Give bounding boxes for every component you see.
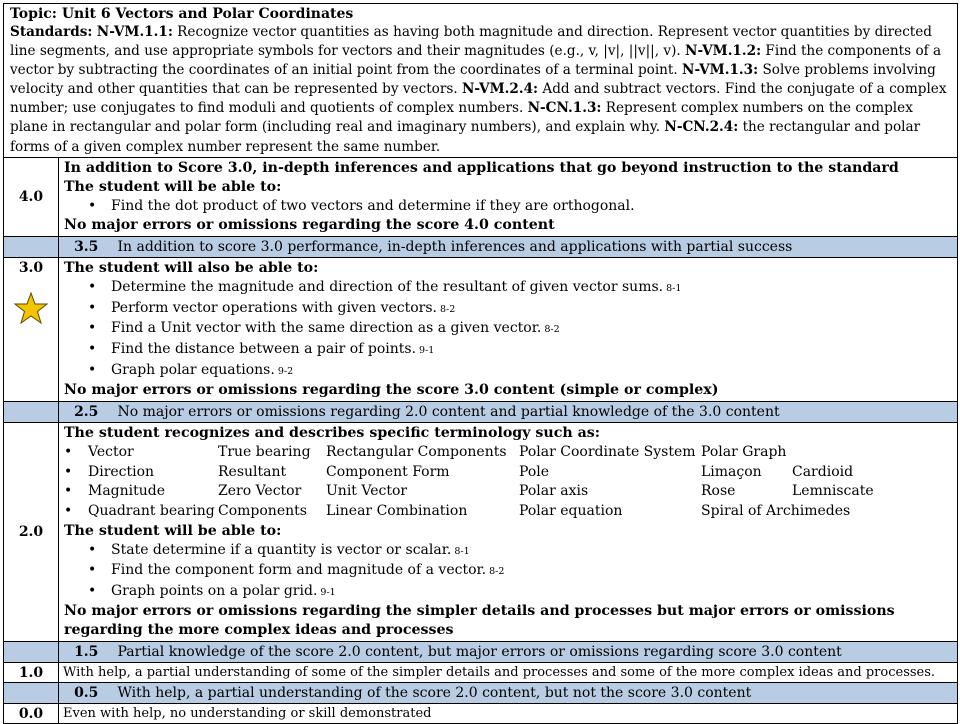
standard-code: N-CN.1.3: bbox=[527, 100, 602, 117]
list-item bbox=[88, 582, 952, 603]
term: True bearing bbox=[218, 444, 311, 461]
score-value: 3.0 bbox=[18, 260, 44, 277]
standard-text: Solve problems involving velocity and other quantities that can be represented by vectors. bbox=[10, 62, 936, 98]
list-item bbox=[88, 299, 952, 320]
term: Linear Combination bbox=[326, 503, 468, 519]
score-row-0-0 bbox=[4, 704, 958, 724]
list-item bbox=[88, 278, 952, 299]
objective-text: Find the component form and magnitude of a vector. bbox=[111, 562, 487, 579]
score-value: 1.0 bbox=[4, 663, 59, 683]
list-item bbox=[88, 319, 952, 340]
term: Zero Vector bbox=[218, 483, 302, 500]
term: Rectangular Components bbox=[326, 444, 507, 461]
lesson-tag: 8-2 bbox=[544, 324, 560, 336]
objective-text: Find the distance between a pair of points. bbox=[111, 341, 417, 358]
score-value: 1.5 bbox=[59, 642, 114, 663]
terminology-heading: The student recognizes and describes specific terminology such as: bbox=[64, 425, 601, 442]
term: Unit Vector bbox=[326, 483, 408, 500]
score-row-3-0 bbox=[4, 258, 958, 402]
term-row bbox=[64, 443, 952, 463]
bullet-icon: • bbox=[64, 463, 73, 480]
topic-title: Topic: Unit 6 Vectors and Polar Coordinates bbox=[10, 6, 354, 22]
lesson-tag: 8-1 bbox=[666, 283, 682, 295]
score-value: 2.5 bbox=[59, 402, 114, 423]
score-footer: No major errors or omissions regarding the score 3.0 content (simple or complex) bbox=[64, 382, 719, 399]
term bbox=[792, 443, 902, 463]
term: Cardioid bbox=[792, 463, 854, 480]
score-row-4-0 bbox=[4, 157, 958, 237]
term: Polar Graph bbox=[701, 444, 787, 461]
lesson-tag: 9-2 bbox=[277, 365, 294, 377]
objective-text: Graph points on a polar grid. bbox=[111, 582, 318, 599]
score-content bbox=[59, 258, 958, 402]
list-item bbox=[88, 197, 952, 217]
term: Direction bbox=[88, 463, 155, 480]
standard-code: N-VM.2.4: bbox=[461, 81, 539, 98]
term: Limaçon bbox=[701, 463, 762, 480]
score-heading: In addition to Score 3.0, in-depth inferences and applications that go beyond instruction to the standard bbox=[64, 159, 899, 176]
score-footer: No major errors or omissions regarding the simpler details and processes but major errors or omissions regarding the more complex ideas and processes bbox=[64, 603, 895, 639]
score-content bbox=[59, 423, 958, 642]
score-row-3-5 bbox=[4, 237, 958, 258]
blank-cell bbox=[4, 402, 59, 423]
standard-code: N-VM.1.1: bbox=[96, 24, 173, 40]
star-icon bbox=[14, 292, 48, 324]
objective-text: State determine if a quantity is vector or scalar. bbox=[111, 541, 452, 558]
standard-text: Add and subtract vectors. Find the conjugate of a complex number; use conjugates to find moduli and quotients of complex numbers. bbox=[10, 81, 947, 117]
blank-cell bbox=[4, 683, 59, 704]
scale-rubric-table bbox=[3, 3, 958, 724]
objective-text: Graph polar equations. bbox=[111, 361, 275, 378]
score-cell bbox=[4, 258, 59, 402]
bullet-icon: • bbox=[64, 444, 73, 461]
objective-list bbox=[64, 278, 952, 381]
score-row-1-0 bbox=[4, 663, 958, 683]
standard-code: N-VM.1.3: bbox=[682, 62, 759, 79]
able-to-heading: The student will also be able to: bbox=[64, 260, 319, 277]
standard-code: N-VM.1.2: bbox=[685, 43, 762, 60]
score-description: Partial knowledge of the score 2.0 content, but major errors or omissions regarding score 3.0 content bbox=[114, 642, 958, 663]
score-content bbox=[59, 157, 958, 237]
standard-text: Find the components of a vector by subtracting the coordinates of an initial point from the coordinates of a terminal point. bbox=[10, 43, 942, 79]
lesson-tag: 9-1 bbox=[320, 586, 336, 598]
score-value: 3.5 bbox=[59, 237, 114, 258]
term: Component Form bbox=[326, 463, 450, 480]
standards-text bbox=[10, 23, 951, 157]
term: Polar equation bbox=[519, 503, 623, 519]
term: Vector bbox=[88, 444, 134, 461]
standard-text: Recognize vector quantities as having both magnitude and direction. Represent vector quantities by directed line segments, and use appropriate symbols for vectors and their magnitudes (e.g., v, |v|, ||v||, v). bbox=[10, 24, 933, 60]
term: Components bbox=[218, 503, 307, 519]
list-item bbox=[88, 361, 952, 382]
score-row-2-0 bbox=[4, 423, 958, 642]
term-row bbox=[64, 482, 952, 502]
term: Spiral of Archimedes bbox=[701, 503, 851, 519]
objective-text: Find the dot product of two vectors and determine if they are orthogonal. bbox=[111, 197, 635, 214]
standards-label: Standards: bbox=[10, 24, 93, 40]
lesson-tag: 9-1 bbox=[419, 345, 435, 357]
score-value: 2.0 bbox=[4, 423, 59, 642]
term: Lemniscate bbox=[792, 483, 874, 500]
lesson-tag: 8-1 bbox=[454, 545, 470, 557]
blank-cell bbox=[4, 237, 59, 258]
lesson-tag: 8-2 bbox=[440, 303, 456, 315]
term: Quadrant bearing bbox=[88, 503, 215, 519]
header-cell bbox=[4, 4, 958, 158]
list-item bbox=[88, 340, 952, 361]
term: Pole bbox=[519, 463, 550, 480]
score-description: Even with help, no understanding or skill demonstrated bbox=[59, 704, 958, 724]
term: Rose bbox=[701, 483, 736, 500]
objective-text: Perform vector operations with given vectors. bbox=[111, 299, 437, 316]
score-description: With help, a partial understanding of some of the simpler details and processes and some of the more complex ideas and processes. bbox=[59, 663, 958, 683]
bullet-icon: • bbox=[64, 503, 73, 519]
score-description: With help, a partial understanding of the score 2.0 content, but not the score 3.0 content bbox=[114, 683, 958, 704]
term-row bbox=[64, 502, 952, 522]
objective-text: Determine the magnitude and direction of the resultant of given vector sums. bbox=[111, 279, 664, 296]
able-to-heading: The student will be able to: bbox=[64, 178, 282, 195]
objective-list bbox=[64, 541, 952, 603]
blank-cell bbox=[4, 642, 59, 663]
bullet-icon: • bbox=[64, 483, 73, 500]
list-item bbox=[88, 561, 952, 582]
list-item bbox=[88, 541, 952, 562]
score-row-2-5 bbox=[4, 402, 958, 423]
score-value: 0.0 bbox=[4, 704, 59, 724]
standard-text: Represent complex numbers on the complex plane in rectangular and polar form (including real and imaginary numbers), and explain why. bbox=[10, 100, 913, 136]
standard-code: N-CN.2.4: bbox=[664, 119, 739, 136]
score-row-0-5 bbox=[4, 683, 958, 704]
term: Resultant bbox=[218, 463, 287, 480]
term: Polar Coordinate System bbox=[519, 444, 696, 461]
term-row bbox=[64, 463, 952, 483]
term: Polar axis bbox=[519, 483, 589, 500]
score-value: 4.0 bbox=[4, 157, 59, 237]
objective-list bbox=[64, 197, 952, 217]
score-value: 0.5 bbox=[59, 683, 114, 704]
standard-text: the rectangular and polar forms of a given complex number represent the same number. bbox=[10, 119, 921, 155]
able-to-heading: The student will be able to: bbox=[64, 522, 282, 539]
objective-text: Find a Unit vector with the same direction as a given vector. bbox=[111, 320, 542, 337]
score-description: No major errors or omissions regarding 2.0 content and partial knowledge of the 3.0 content bbox=[114, 402, 958, 423]
lesson-tag: 8-2 bbox=[489, 566, 505, 578]
score-description: In addition to score 3.0 performance, in-depth inferences and applications with partial success bbox=[114, 237, 958, 258]
term: Magnitude bbox=[88, 483, 166, 500]
score-footer: No major errors or omissions regarding the score 4.0 content bbox=[64, 217, 555, 234]
score-row-1-5 bbox=[4, 642, 958, 663]
header-row bbox=[4, 4, 958, 158]
